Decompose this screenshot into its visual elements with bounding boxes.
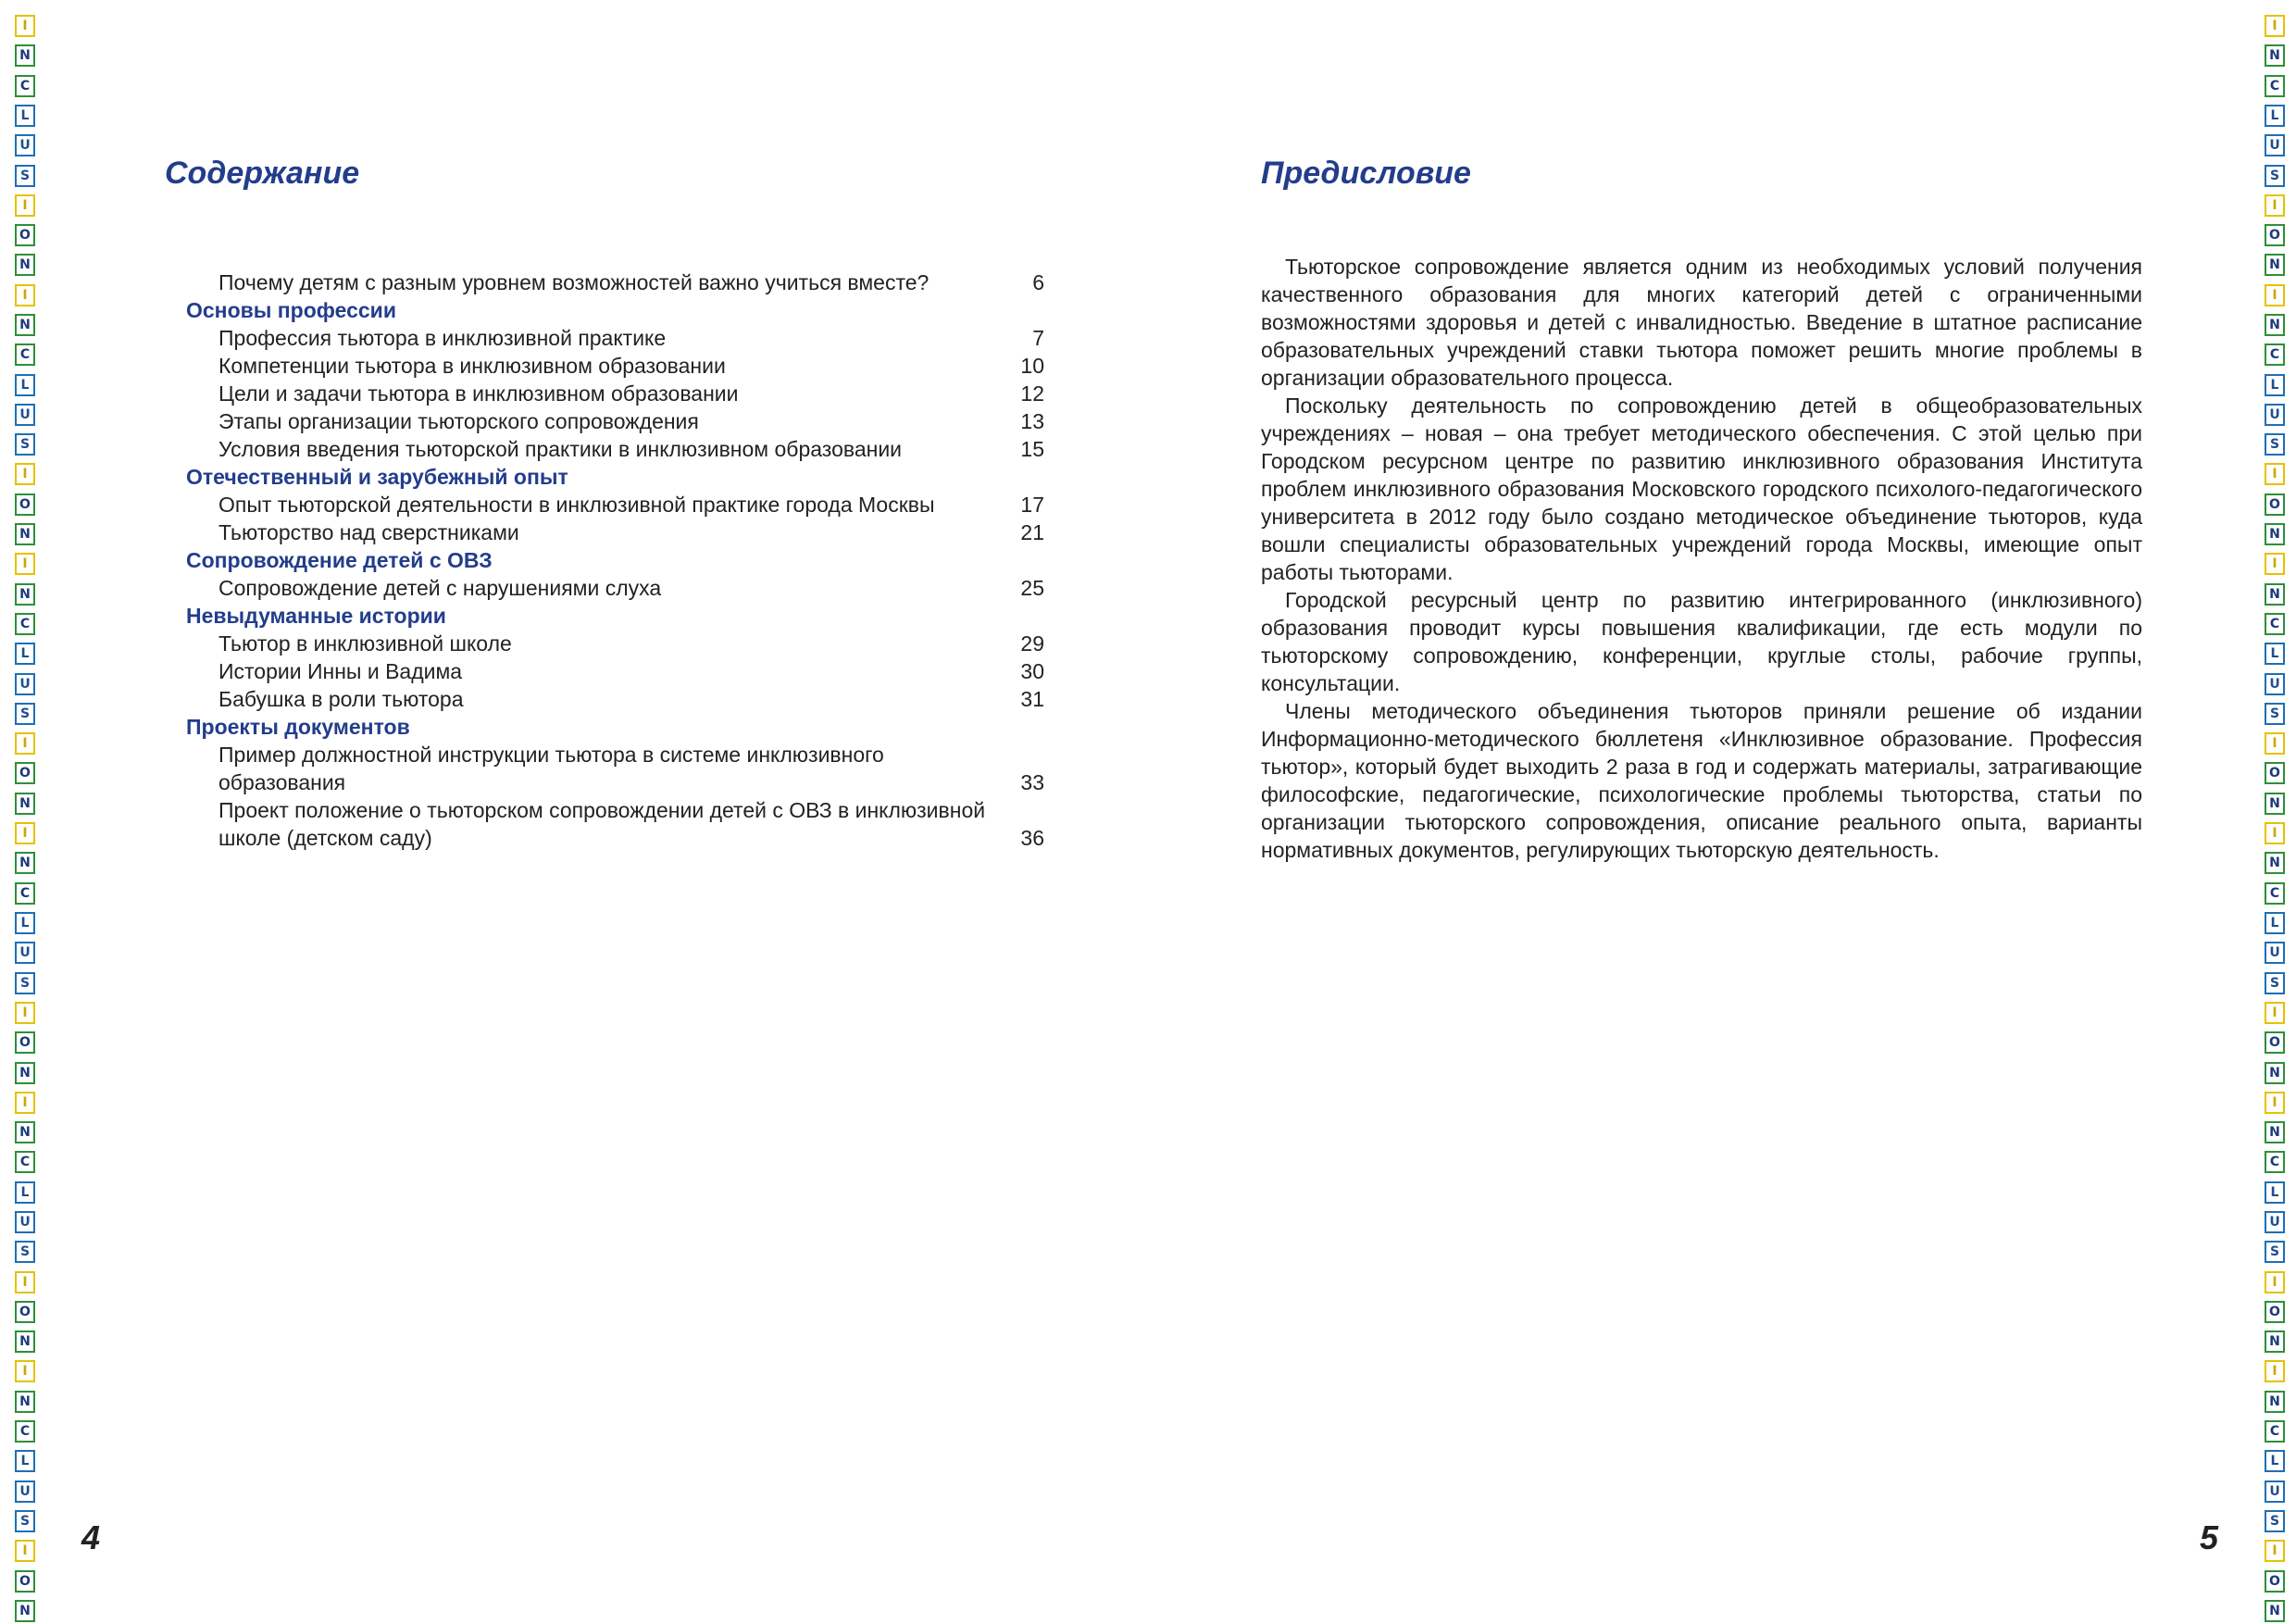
letter-tile: N	[15, 1391, 35, 1413]
letter-tile: I	[2265, 1271, 2285, 1293]
letter-tile: U	[2265, 134, 2285, 156]
letter-tile: N	[15, 523, 35, 545]
letter-tile: S	[15, 1510, 35, 1532]
letter-tile: C	[15, 882, 35, 905]
toc-entry[interactable]	[165, 491, 1044, 518]
letter-tile: I	[15, 822, 35, 844]
letter-tile: L	[2265, 1450, 2285, 1472]
letter-tile: N	[15, 852, 35, 874]
toc-entry-title: Опыт тьюторской деятельности в инклюзивной практике города Москвы	[218, 493, 935, 517]
letter-tile: C	[15, 75, 35, 97]
toc-entry-page: 15	[1020, 437, 1044, 461]
letter-tile: N	[2265, 44, 2285, 67]
letter-tile: I	[2265, 463, 2285, 485]
toc-entry-title: Этапы организации тьюторского сопровождения	[218, 409, 699, 433]
letter-tile: U	[15, 404, 35, 426]
toc-entry-title: Цели и задачи тьютора в инклюзивном образовании	[218, 381, 739, 406]
letter-tile: I	[15, 1360, 35, 1382]
letter-tile: N	[2265, 254, 2285, 276]
letter-tile: N	[15, 793, 35, 815]
toc-entry-title: Проект положение о тьюторском сопровождении детей с ОВЗ в инклюзивной школе (детском саду)	[218, 798, 986, 850]
toc-entry[interactable]	[165, 269, 1044, 296]
toc-entry[interactable]	[165, 685, 1044, 713]
letter-tile: N	[2265, 314, 2285, 336]
letter-tile: I	[2265, 1002, 2285, 1024]
preface-heading: Предисловие	[1261, 156, 1471, 191]
toc-section-title[interactable]: Проекты документов	[186, 715, 410, 739]
toc-entry-page: 7	[1032, 326, 1044, 350]
toc-entry[interactable]	[165, 741, 1044, 796]
letter-tile: L	[2265, 912, 2285, 934]
toc-entry-title: Истории Инны и Вадима	[218, 659, 463, 683]
preface-paragraph: Поскольку деятельность по сопровождению детей в общеобразовательных учреждениях – новая – она требует методического обеспечения. С этой целью при Городском ресурсном центре по развитию инклюзивного образования Института проблем инклюзивного образования Московского городского психолого-педагогического университета в 2012 году было создано методическое объединение тьюторов, куда вошли специалисты образовательных учреждений города Москвы, имеющие опыт работы тьюторами.	[1261, 394, 2142, 584]
letter-tile: N	[15, 1330, 35, 1353]
toc-entry[interactable]	[165, 380, 1044, 407]
toc-entry[interactable]	[165, 518, 1044, 546]
toc-entry-page: 10	[1020, 354, 1044, 378]
letter-tile: C	[2265, 344, 2285, 366]
toc-entry-page: 36	[1020, 826, 1044, 850]
letter-tile: O	[2265, 493, 2285, 516]
toc-entry[interactable]	[165, 324, 1044, 352]
letter-tile: S	[15, 165, 35, 187]
letter-tile: N	[2265, 1330, 2285, 1353]
toc-entry-page: 30	[1020, 659, 1044, 683]
toc-entry-page: 17	[1020, 493, 1044, 517]
letter-tile: C	[15, 1420, 35, 1443]
letter-tile: I	[15, 732, 35, 755]
letter-tile: L	[15, 374, 35, 396]
toc-heading: Содержание	[165, 156, 360, 191]
letter-tile: N	[15, 44, 35, 67]
letter-tile: O	[2265, 1301, 2285, 1323]
letter-tile: N	[2265, 1600, 2285, 1622]
preface-paragraph: Тьюторское сопровождение является одним из необходимых условий получения качественного образования для многих категорий детей с ограниченными возможностями здоровья и детей с инвалидностью. Введение в штатное расписание образовательных учреждений ставки тьютора поможет решить многие проблемы в организации образовательного процесса.	[1261, 255, 2142, 390]
letter-tile: C	[2265, 882, 2285, 905]
toc-entry-title: Пример должностной инструкции тьютора в системе инклюзивного образования	[218, 743, 884, 794]
letter-tile: L	[2265, 643, 2285, 665]
letter-tile: O	[15, 493, 35, 516]
letter-tile: U	[15, 1211, 35, 1233]
letter-tile: N	[15, 1062, 35, 1084]
letter-tile: I	[15, 1271, 35, 1293]
toc-entry-page: 12	[1020, 381, 1044, 406]
letter-tile: O	[15, 1570, 35, 1593]
letter-tile: I	[2265, 553, 2285, 575]
letter-tile: L	[2265, 105, 2285, 127]
letter-tile: O	[15, 1031, 35, 1054]
letter-tile: O	[2265, 1031, 2285, 1054]
letter-tile: N	[2265, 1062, 2285, 1084]
page-number-left: 4	[81, 1518, 101, 1556]
toc-entry[interactable]	[165, 796, 1044, 852]
toc-entry[interactable]	[165, 574, 1044, 602]
letter-tile: C	[2265, 613, 2285, 635]
letter-tile: N	[15, 583, 35, 606]
letter-tile: U	[15, 942, 35, 964]
toc-entry-title: Бабушка в роли тьютора	[218, 687, 464, 711]
toc-entry-page: 21	[1020, 520, 1044, 544]
letter-tile: S	[2265, 1241, 2285, 1263]
toc-entry-page: 33	[1020, 770, 1044, 794]
letter-tile: I	[15, 463, 35, 485]
letter-tile: I	[15, 194, 35, 217]
letter-tile: N	[15, 1600, 35, 1622]
toc-entry-page: 6	[1032, 270, 1044, 294]
preface-paragraph: Городской ресурсный центр по развитию интегрированного (инклюзивного) образования проводит курсы повышения квалификации, где есть модули по тьюторскому сопровождению, конференции, круглые столы, рабочие группы, консультации.	[1261, 588, 2142, 695]
toc-entry[interactable]	[165, 657, 1044, 685]
letter-tile: I	[2265, 1360, 2285, 1382]
toc-entry-title: Почему детям с разным уровнем возможностей важно учиться вместе?	[218, 270, 930, 294]
letter-tile: O	[2265, 224, 2285, 246]
letter-tile: I	[2265, 1540, 2285, 1562]
letter-tile: S	[15, 1241, 35, 1263]
toc-entry-page: 29	[1020, 631, 1044, 656]
letter-tile: L	[15, 1450, 35, 1472]
letter-tile: S	[15, 703, 35, 725]
toc-section-title[interactable]: Отечественный и зарубежный опыт	[186, 465, 568, 489]
letter-tile: I	[15, 15, 35, 37]
toc-entry-page: 13	[1020, 409, 1044, 433]
toc-entry-title: Условия введения тьюторской практики в инклюзивном образовании	[218, 437, 903, 461]
toc-entry-title: Тьютор в инклюзивной школе	[218, 631, 512, 656]
letter-tile: U	[2265, 404, 2285, 426]
letter-tile: C	[15, 344, 35, 366]
toc-entry-title: Профессия тьютора в инклюзивной практике	[218, 326, 667, 350]
letter-tile: I	[2265, 194, 2285, 217]
letter-tile: O	[15, 762, 35, 784]
preface-paragraph: Члены методического объединения тьюторов приняли решение об издании Информационно-методического бюллетеня «Инклюзивное образование. Профессия тьютор», который будет выходить 2 раза в год и содержать материалы, затрагивающие философские, педагогические, психологические проблемы тьюторства, статьи по организации тьюторского сопровождения, описание реального опыта, варианты нормативных документов, регулирующих тьюторскую деятельность.	[1261, 699, 2142, 862]
letter-tile: I	[15, 1002, 35, 1024]
letter-tile: I	[15, 284, 35, 306]
letter-tile: L	[2265, 1181, 2285, 1204]
letter-tile: I	[15, 1540, 35, 1562]
letter-tile: S	[2265, 433, 2285, 456]
letter-tile: U	[15, 134, 35, 156]
letter-tile: C	[2265, 1420, 2285, 1443]
letter-tile: S	[2265, 165, 2285, 187]
letter-tile: I	[2265, 732, 2285, 755]
letter-tile: C	[15, 613, 35, 635]
letter-tile: I	[15, 553, 35, 575]
toc-entry[interactable]	[165, 630, 1044, 657]
letter-tile: N	[2265, 793, 2285, 815]
letter-tile: C	[15, 1151, 35, 1173]
letter-tile: O	[2265, 1570, 2285, 1593]
letter-tile: U	[15, 673, 35, 695]
letter-tile: U	[15, 1480, 35, 1503]
toc-entry-title: Сопровождение детей с нарушениями слуха	[218, 576, 662, 600]
letter-tile: N	[2265, 1391, 2285, 1413]
letter-tile: I	[2265, 1092, 2285, 1114]
toc-entry-page: 25	[1020, 576, 1044, 600]
letter-tile: C	[2265, 1151, 2285, 1173]
letter-tile: S	[2265, 703, 2285, 725]
letter-tile: N	[15, 254, 35, 276]
toc-entry[interactable]	[165, 407, 1044, 435]
letter-tile: S	[2265, 972, 2285, 994]
letter-tile: I	[2265, 822, 2285, 844]
letter-tile: O	[15, 1301, 35, 1323]
toc-entry-title: Тьюторство над сверстниками	[218, 520, 519, 544]
letter-tile: L	[15, 105, 35, 127]
letter-tile: O	[15, 224, 35, 246]
letter-tile: O	[2265, 762, 2285, 784]
page-number-right: 5	[2200, 1518, 2219, 1556]
table-of-contents	[165, 269, 1044, 852]
preface-body	[1261, 253, 2142, 864]
letter-tile: N	[2265, 1121, 2285, 1143]
letter-tile: N	[2265, 523, 2285, 545]
letter-tile: N	[2265, 852, 2285, 874]
letter-tile: U	[2265, 1211, 2285, 1233]
letter-tile: N	[15, 314, 35, 336]
toc-entry[interactable]	[165, 435, 1044, 463]
letter-tile: S	[15, 972, 35, 994]
letter-tile: L	[15, 643, 35, 665]
toc-section-title[interactable]: Сопровождение детей с ОВЗ	[186, 548, 493, 572]
letter-tile: N	[15, 1121, 35, 1143]
letter-tile: C	[2265, 75, 2285, 97]
toc-entry-title: Компетенции тьютора в инклюзивном образовании	[218, 354, 726, 378]
letter-tile: S	[15, 433, 35, 456]
letter-tile: U	[2265, 673, 2285, 695]
letter-tile: N	[2265, 583, 2285, 606]
letter-tile: I	[2265, 15, 2285, 37]
letter-tile: L	[15, 912, 35, 934]
toc-entry-page: 31	[1020, 687, 1044, 711]
letter-tile: U	[2265, 942, 2285, 964]
toc-section-title[interactable]: Невыдуманные истории	[186, 604, 446, 628]
letter-tile: L	[15, 1181, 35, 1204]
toc-section-title[interactable]: Основы профессии	[186, 298, 396, 322]
letter-tile: I	[15, 1092, 35, 1114]
toc-entry[interactable]	[165, 352, 1044, 380]
letter-tile: L	[2265, 374, 2285, 396]
letter-tile: U	[2265, 1480, 2285, 1503]
letter-tile: I	[2265, 284, 2285, 306]
letter-tile: S	[2265, 1510, 2285, 1532]
